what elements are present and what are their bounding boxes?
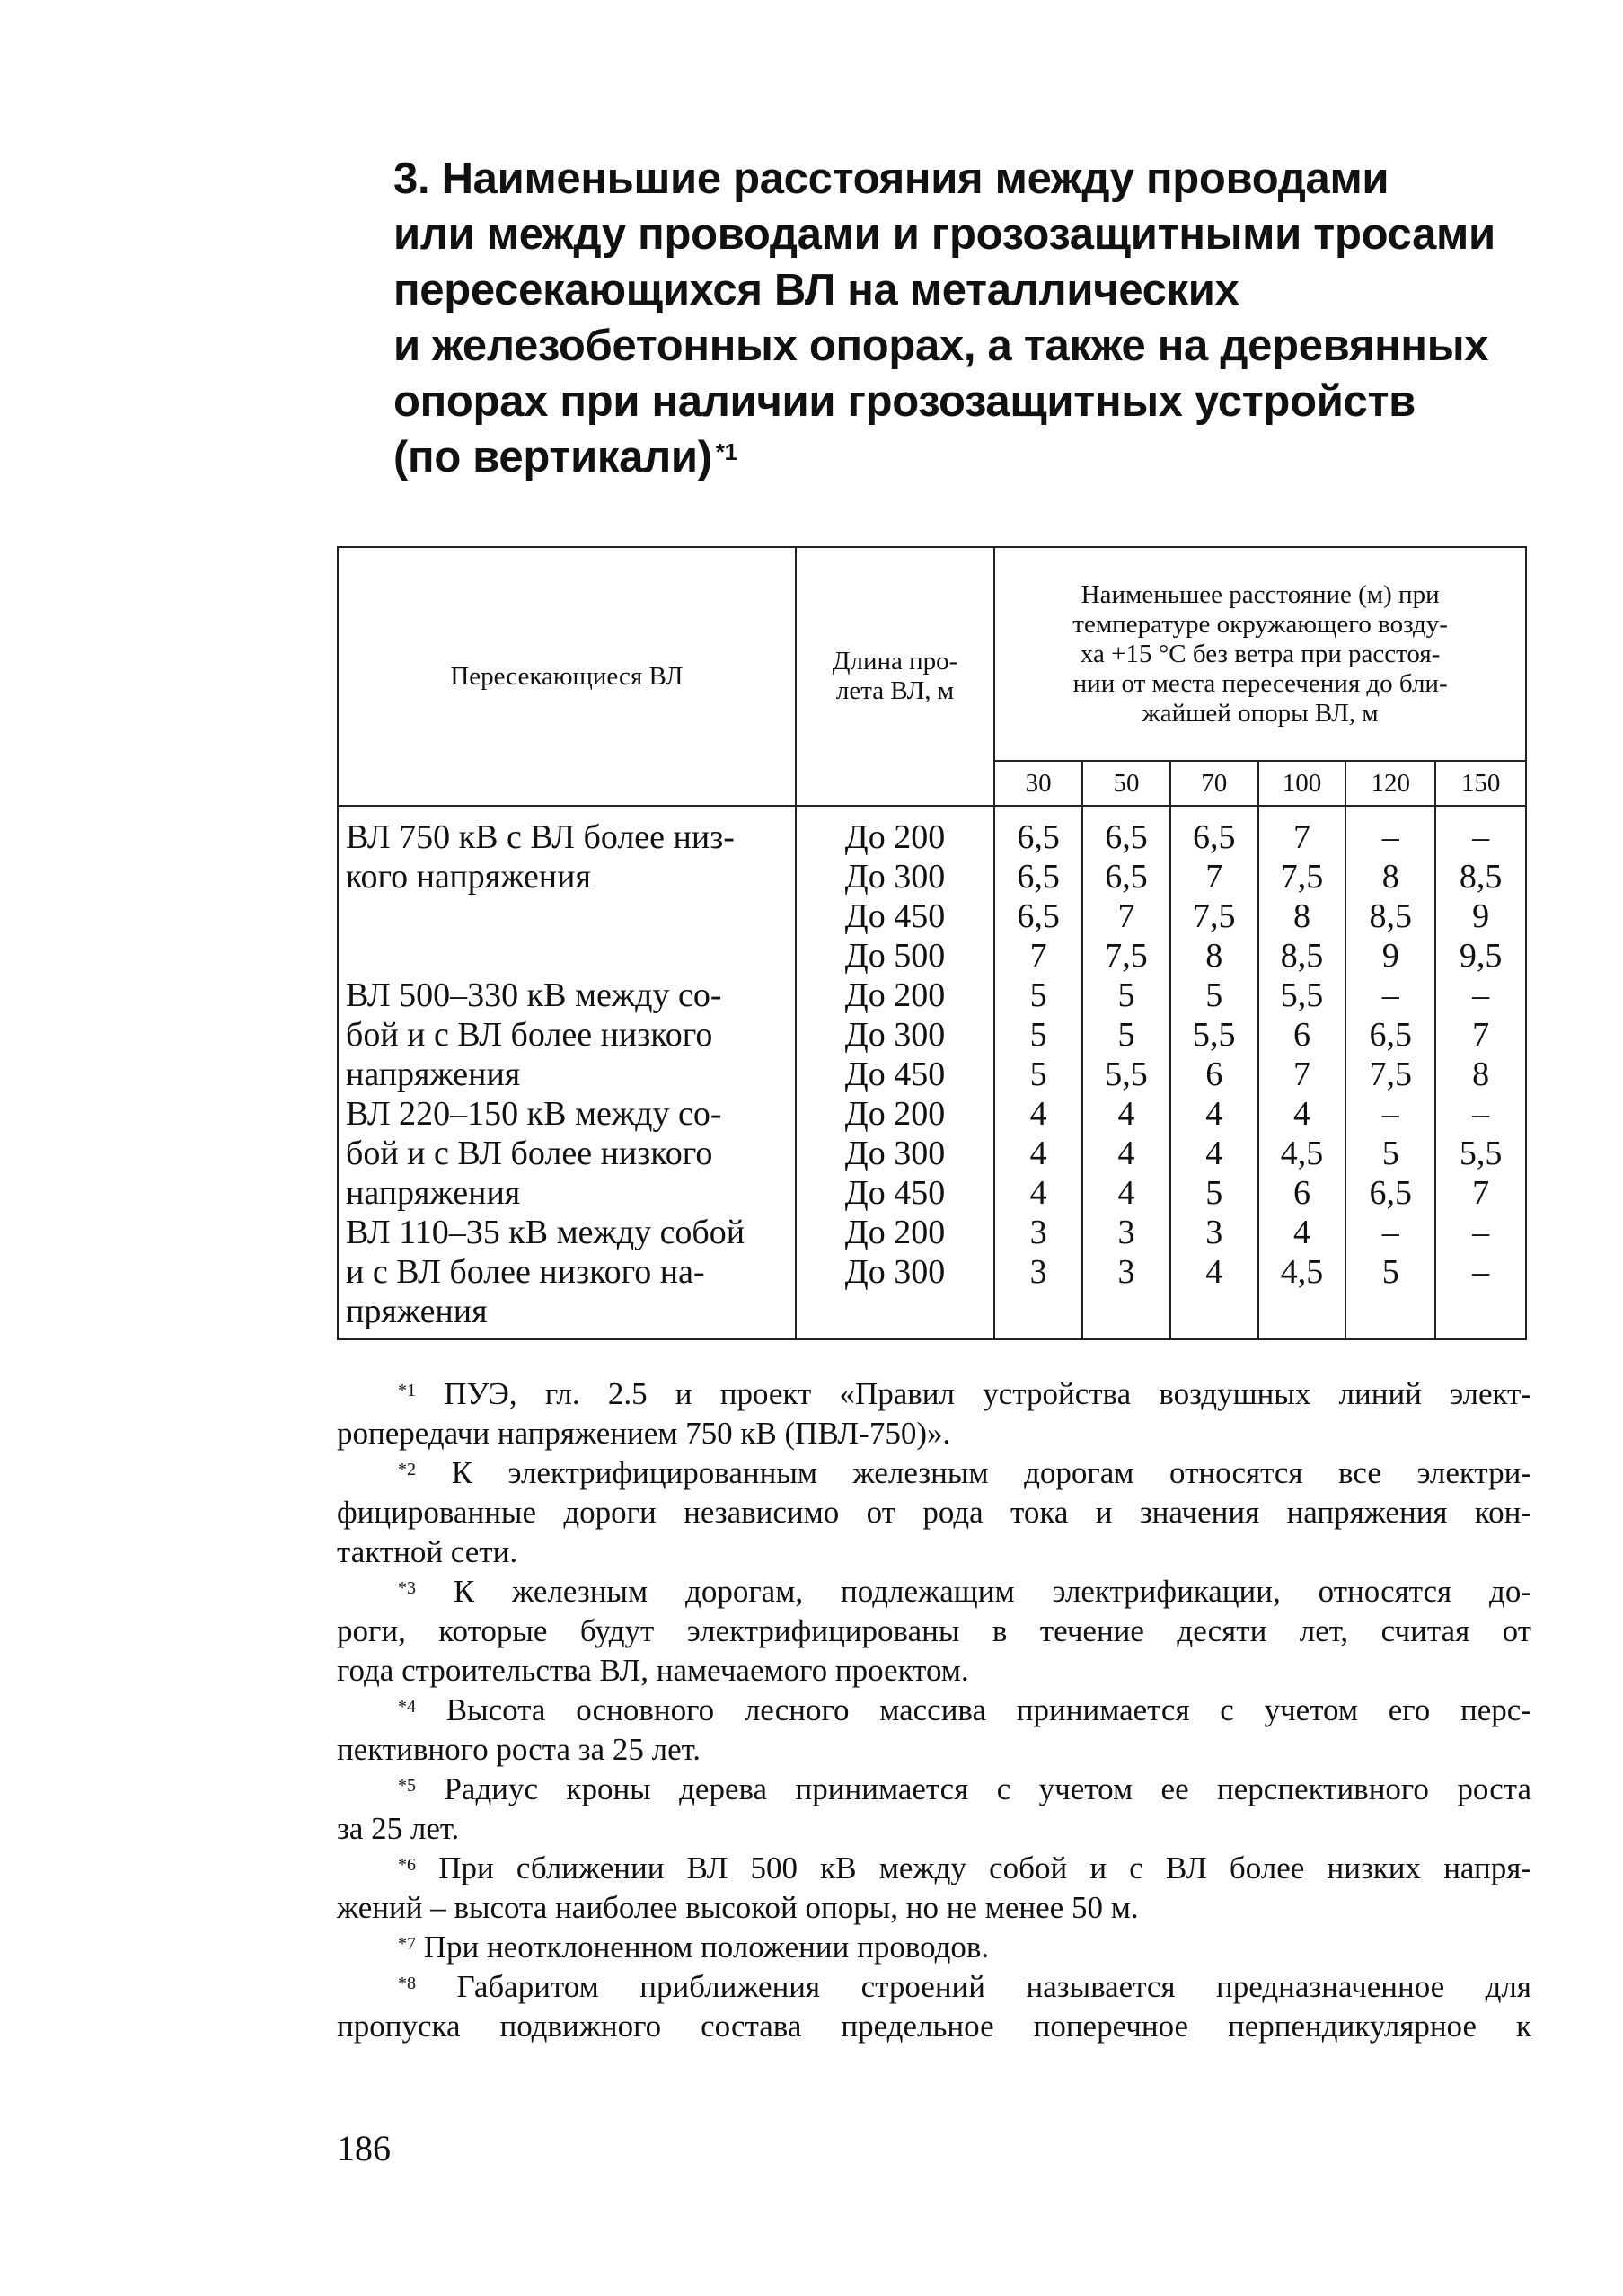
value-cell: 3 bbox=[1117, 1214, 1135, 1251]
value-cell: 8,5 bbox=[1369, 897, 1413, 935]
title-line: или между проводами и грозозащитными тросами bbox=[393, 210, 1495, 259]
crossing-lines-column bbox=[338, 806, 796, 1339]
span-length-cell: До 450 bbox=[844, 1174, 946, 1212]
value-cell: 6 bbox=[1293, 1016, 1310, 1054]
footnote-line bbox=[337, 1967, 1531, 2007]
page-number: 186 bbox=[337, 2128, 391, 2168]
value-cell: 3 bbox=[1029, 1214, 1047, 1251]
value-cell: 5 bbox=[1029, 1016, 1047, 1054]
value-cell: 5 bbox=[1381, 1253, 1399, 1291]
footnote-text: К железным дорогам, подлежащим электрификации, относятся до- bbox=[453, 1574, 1531, 1609]
value-cell: 5,5 bbox=[1459, 1135, 1503, 1172]
value-cell: 6,5 bbox=[1369, 1016, 1413, 1054]
name-line: ВЛ 500–330 кВ между со- bbox=[346, 976, 722, 1014]
value-cell: 7 bbox=[1293, 818, 1310, 856]
name-line: бой и с ВЛ более низкого bbox=[346, 1016, 713, 1054]
span-length-cell: До 300 bbox=[844, 858, 946, 896]
table-body-row bbox=[338, 806, 1526, 1339]
value-cell: 5 bbox=[1117, 976, 1135, 1014]
distance-50-column bbox=[1082, 806, 1170, 1339]
span-length-cell: До 450 bbox=[844, 1055, 946, 1093]
footnote-line bbox=[337, 1691, 1531, 1730]
span-length-cell: До 200 bbox=[844, 1095, 946, 1133]
value-cell: 9 bbox=[1381, 937, 1399, 975]
header-span-line: Длина про- bbox=[832, 647, 958, 676]
value-cell: 6,5 bbox=[1105, 818, 1148, 856]
value-cell: 7 bbox=[1029, 937, 1047, 975]
name-line: бой и с ВЛ более низкого bbox=[346, 1135, 713, 1172]
value-cell: 8 bbox=[1381, 858, 1399, 896]
value-cell: 5 bbox=[1205, 1174, 1223, 1212]
footnote-line bbox=[337, 1770, 1531, 1809]
value-cell: 6,5 bbox=[1017, 818, 1060, 856]
distance-header-cell: 150 bbox=[1435, 761, 1526, 806]
footnote-line bbox=[337, 1453, 1531, 1493]
header-min-distance-group bbox=[994, 547, 1526, 761]
header-span-length bbox=[796, 547, 995, 806]
value-cell: 7 bbox=[1293, 1055, 1310, 1093]
group-header-line: температуре окружающего возду- bbox=[1072, 609, 1448, 639]
footnote-text: При сближении ВЛ 500 кВ между собой и с ВЛ более низких напря- bbox=[438, 1850, 1531, 1885]
value-cell: 6,5 bbox=[1192, 818, 1236, 856]
group-header-line: Наименьшее расстояние (м) при bbox=[1081, 579, 1440, 609]
title-line: опорах при наличии грозозащитных устройств bbox=[393, 377, 1416, 426]
distance-header-cell: 100 bbox=[1258, 761, 1346, 806]
value-cell: 7,5 bbox=[1280, 858, 1324, 896]
value-cell: 5 bbox=[1205, 976, 1223, 1014]
value-cell: 3 bbox=[1117, 1253, 1135, 1291]
name-line: напряжения bbox=[346, 1055, 521, 1093]
value-cell: – bbox=[1472, 1253, 1490, 1291]
distance-70-column bbox=[1170, 806, 1258, 1339]
span-length-cell: До 500 bbox=[844, 937, 946, 975]
value-cell: 8 bbox=[1205, 937, 1223, 975]
value-cell: 6,5 bbox=[1105, 858, 1148, 896]
value-cell: – bbox=[1381, 976, 1399, 1014]
span-length-cell: До 300 bbox=[844, 1253, 946, 1291]
span-length-cell: До 200 bbox=[844, 976, 946, 1014]
footnotes bbox=[337, 1374, 1531, 2046]
value-cell: – bbox=[1472, 976, 1490, 1014]
value-cell: 6,5 bbox=[1369, 1174, 1413, 1212]
footnote-line: за 25 лет. bbox=[337, 1811, 460, 1846]
footnote-line: роги, которые будут электрифицированы в течение десяти лет, считая от bbox=[337, 1613, 1531, 1648]
footnote-text: Габаритом приближения строений называется предназначенное для bbox=[456, 1969, 1531, 2004]
value-cell: – bbox=[1472, 1214, 1490, 1251]
group-header-line: нии от места пересечения до бли- bbox=[1072, 668, 1448, 698]
value-cell: 4 bbox=[1293, 1095, 1310, 1133]
value-cell: 4 bbox=[1117, 1135, 1135, 1172]
name-line: пряжения bbox=[346, 1293, 488, 1330]
value-cell: 5 bbox=[1381, 1135, 1399, 1172]
footnote-mark: *4 bbox=[398, 1697, 416, 1717]
span-length-cell: До 200 bbox=[844, 1214, 946, 1251]
value-cell: 4 bbox=[1205, 1135, 1223, 1172]
value-cell: 6 bbox=[1293, 1174, 1310, 1212]
value-cell: 5,5 bbox=[1280, 976, 1324, 1014]
footnote-text: ПУЭ, гл. 2.5 и проект «Правил устройства воздушных линий элект- bbox=[444, 1376, 1531, 1411]
distance-header-cell: 30 bbox=[994, 761, 1082, 806]
footnote-line: ропередачи напряжением 750 кВ (ПВЛ-750)». bbox=[337, 1416, 951, 1451]
value-cell: 4,5 bbox=[1280, 1253, 1324, 1291]
span-length-column bbox=[796, 806, 995, 1339]
value-cell: 5 bbox=[1029, 1055, 1047, 1093]
value-cell: 3 bbox=[1205, 1214, 1223, 1251]
value-cell: 5,5 bbox=[1105, 1055, 1148, 1093]
group-header-line: ха +15 °С без ветра при расстоя- bbox=[1080, 639, 1441, 668]
group-header-line: жайшей опоры ВЛ, м bbox=[1142, 698, 1379, 728]
footnote-line: пективного роста за 25 лет. bbox=[337, 1732, 701, 1767]
footnote-line: тактной сети. bbox=[337, 1534, 518, 1569]
footnote-text: При неотклоненном положении проводов. bbox=[423, 1930, 990, 1965]
footnote-text: Радиус кроны дерева принимается с учетом ее перспективного роста bbox=[444, 1771, 1532, 1806]
value-cell: 7 bbox=[1472, 1016, 1490, 1054]
footnote-line bbox=[337, 1928, 1531, 1967]
distance-header-cell: 120 bbox=[1345, 761, 1435, 806]
title-line-last bbox=[393, 429, 1543, 485]
value-cell: 4 bbox=[1029, 1135, 1047, 1172]
value-cell: – bbox=[1472, 818, 1490, 856]
footnote-mark: *2 bbox=[398, 1460, 416, 1479]
value-cell: 4 bbox=[1205, 1253, 1223, 1291]
footnote-text: Высота основного лесного массива принимается с учетом его перс- bbox=[445, 1692, 1531, 1727]
value-cell: 5 bbox=[1117, 1016, 1135, 1054]
span-length-cell: До 200 bbox=[844, 818, 946, 856]
value-cell: 8 bbox=[1472, 1055, 1490, 1093]
span-length-cell: До 300 bbox=[844, 1016, 946, 1054]
span-length-cell: До 450 bbox=[844, 897, 946, 935]
value-cell: 3 bbox=[1029, 1253, 1047, 1291]
footnote-mark: *5 bbox=[398, 1776, 416, 1796]
span-length-cell: До 300 bbox=[844, 1135, 946, 1172]
value-cell: 7,5 bbox=[1369, 1055, 1413, 1093]
distance-120-column bbox=[1345, 806, 1435, 1339]
name-line: ВЛ 220–150 кВ между со- bbox=[346, 1095, 722, 1133]
value-cell: 7,5 bbox=[1105, 937, 1148, 975]
value-cell: 4 bbox=[1293, 1214, 1310, 1251]
value-cell: 6,5 bbox=[1017, 858, 1060, 896]
header-span-line: лета ВЛ, м bbox=[835, 676, 955, 705]
footnote-line bbox=[337, 1374, 1531, 1414]
value-cell: 4 bbox=[1205, 1095, 1223, 1133]
value-cell: 5,5 bbox=[1192, 1016, 1236, 1054]
value-cell: 4,5 bbox=[1280, 1135, 1324, 1172]
value-cell: – bbox=[1381, 1214, 1399, 1251]
title-line: 3. Наименьшие расстояния между проводами bbox=[393, 155, 1389, 203]
footnote-mark: *6 bbox=[398, 1855, 416, 1875]
value-cell: – bbox=[1381, 1095, 1399, 1133]
title-line: и железобетонных опорах, а также на деревянных bbox=[393, 322, 1489, 370]
value-cell: – bbox=[1381, 818, 1399, 856]
value-cell: 7 bbox=[1472, 1174, 1490, 1212]
value-cell: 4 bbox=[1029, 1174, 1047, 1212]
distance-100-column bbox=[1258, 806, 1346, 1339]
value-cell: 9,5 bbox=[1459, 937, 1503, 975]
name-line bbox=[339, 936, 795, 976]
footnote-mark: *7 bbox=[398, 1934, 416, 1954]
name-line: напряжения bbox=[346, 1174, 521, 1212]
header-crossing-lines: Пересекающиеся ВЛ bbox=[338, 547, 796, 806]
value-cell: 7 bbox=[1117, 897, 1135, 935]
value-cell: 9 bbox=[1472, 897, 1490, 935]
name-line: кого напряжения bbox=[346, 858, 591, 896]
section-title bbox=[393, 151, 1543, 485]
name-line: ВЛ 110–35 кВ между собой bbox=[346, 1214, 745, 1251]
value-cell: 8 bbox=[1293, 897, 1310, 935]
value-cell: 4 bbox=[1117, 1174, 1135, 1212]
distance-150-column bbox=[1435, 806, 1526, 1339]
value-cell: 6 bbox=[1205, 1055, 1223, 1093]
value-cell: 8,5 bbox=[1459, 858, 1503, 896]
footnote-line: года строительства ВЛ, намечаемого проектом. bbox=[337, 1653, 969, 1688]
title-footnote-mark: *1 bbox=[715, 438, 737, 465]
footnote-text: К электрифицированным железным дорогам относятся все электри- bbox=[451, 1455, 1532, 1490]
value-cell: – bbox=[1472, 1095, 1490, 1133]
value-cell: 4 bbox=[1117, 1095, 1135, 1133]
value-cell: 7,5 bbox=[1192, 897, 1236, 935]
footnote-mark: *3 bbox=[398, 1578, 416, 1598]
footnote-line: жений – высота наиболее высокой опоры, но не менее 50 м. bbox=[337, 1890, 1139, 1925]
distance-30-column bbox=[994, 806, 1082, 1339]
name-line bbox=[339, 896, 795, 936]
footnote-mark: *8 bbox=[398, 1974, 416, 1993]
footnote-mark: *1 bbox=[398, 1381, 416, 1400]
distance-header-cell: 70 bbox=[1170, 761, 1258, 806]
footnote-line: пропуска подвижного состава предельное поперечное перпендикулярное к bbox=[337, 2009, 1531, 2044]
footnote-line: фицированные дороги независимо от рода тока и значения напряжения кон- bbox=[337, 1495, 1531, 1530]
value-cell: 8,5 bbox=[1280, 937, 1324, 975]
value-cell: 6,5 bbox=[1017, 897, 1060, 935]
footnote-line bbox=[337, 1849, 1531, 1888]
value-cell: 5 bbox=[1029, 976, 1047, 1014]
name-line: ВЛ 750 кВ с ВЛ более низ- bbox=[346, 818, 735, 856]
title-line: пересекающихся ВЛ на металлических bbox=[393, 266, 1239, 314]
value-cell: 4 bbox=[1029, 1095, 1047, 1133]
footnote-line bbox=[337, 1572, 1531, 1612]
distance-header-cell: 50 bbox=[1082, 761, 1170, 806]
distances-table bbox=[337, 546, 1527, 1340]
name-line: и с ВЛ более низкого на- bbox=[346, 1253, 705, 1291]
title-line-text: (по вертикали) bbox=[393, 433, 712, 481]
value-cell: 7 bbox=[1205, 858, 1223, 896]
